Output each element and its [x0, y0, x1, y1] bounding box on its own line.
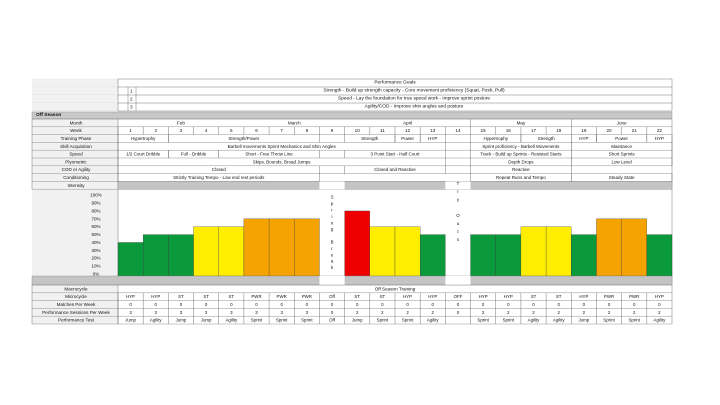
row-label-month: Month	[69, 120, 83, 126]
sessions-cell: 2	[633, 309, 636, 315]
goal-text: Agility/COD - Improve shin angles and posture	[364, 104, 464, 110]
week-number: 7	[280, 128, 283, 134]
phase-cell: HYP	[428, 136, 438, 141]
micro-cell: HYP	[478, 294, 488, 300]
test-cell: Sprint	[401, 317, 414, 323]
intensity-bar-week-10	[345, 211, 370, 276]
matches-cell: 0	[658, 302, 661, 307]
micro-cell: ST	[354, 294, 361, 300]
intensity-bar-week-5	[219, 227, 244, 276]
intensity-scale-label: 40%	[91, 239, 101, 245]
intensity-bar-week-1	[118, 242, 143, 276]
matches-cell: 0	[481, 302, 485, 307]
intensity-bar-week-2	[143, 235, 168, 276]
month-label: May	[516, 120, 526, 126]
sessions-cell: 2	[557, 309, 560, 315]
season-label: Off Season	[36, 113, 62, 118]
week-number: 13	[430, 128, 436, 134]
speed-cell: 3 Point Start - Half Court	[370, 151, 420, 157]
sessions-cell: 3	[280, 309, 283, 315]
matches-cell: 0	[431, 302, 434, 307]
intensity-bar-week-7	[269, 219, 294, 276]
matches-cell: 0	[280, 302, 283, 307]
plyo-cell: Low Level	[611, 159, 632, 165]
month-label: June	[616, 120, 627, 126]
goal-text: Strength - Build up strength capacity - Core movement proficiency (Squat, Push, Pull)	[323, 88, 505, 94]
micro-cell: ST	[555, 294, 562, 300]
week-number: 19	[581, 128, 587, 134]
week-number: 18	[556, 128, 562, 134]
test-cell: Jump	[351, 317, 363, 323]
sessions-cell: 2	[507, 309, 510, 315]
phase-cell: Hypertrophy	[130, 136, 156, 141]
goals-title: Performance Goals	[374, 80, 416, 86]
micro-cell: ST	[379, 294, 386, 300]
intensity-header-gap	[319, 181, 344, 189]
week-number: 22	[656, 128, 662, 134]
micro-cell: PWR	[603, 294, 615, 300]
sessions-cell: 3	[204, 309, 208, 315]
season-banner	[32, 112, 672, 119]
micro-cell: HYP	[403, 294, 413, 300]
test-cell: Jump	[200, 317, 212, 323]
sessions-cell: 2	[658, 309, 661, 315]
test-cell: Agility	[527, 317, 540, 323]
spring-break-letter: a	[330, 258, 334, 264]
row-label-plyo: Plyometric	[65, 159, 87, 165]
intensity-bar-week-8	[294, 219, 319, 276]
sessions-cell: 0	[456, 309, 460, 315]
intensity-header-bar	[118, 181, 672, 189]
week-number: 1	[129, 128, 132, 134]
matches-cell: 0	[230, 302, 233, 307]
row-label-cod: COD or Agility	[61, 167, 91, 173]
micro-cell: OFF	[453, 294, 463, 300]
sessions-cell: 3	[129, 309, 132, 315]
test-cell: Agility	[426, 317, 439, 323]
goal-number: 3	[130, 104, 133, 110]
matches-cell: 0	[330, 302, 334, 307]
micro-cell: PWR	[629, 294, 640, 300]
micro-cell: PWR	[301, 294, 312, 300]
matches-cell: 0	[305, 302, 309, 307]
row-label-test: Performance Test	[58, 317, 94, 323]
row-label-intensity: Intensity	[67, 182, 85, 188]
test-cell: Sprint	[376, 317, 389, 323]
sessions-cell: 3	[255, 309, 258, 315]
tryouts-letter: O	[456, 213, 460, 219]
sessions-cell: 2	[607, 309, 611, 315]
cond-cell: Strictly Training Tempo - Low end rest periods	[173, 175, 265, 180]
sessions-cell: 2	[582, 309, 586, 315]
lower-header-gap	[319, 276, 344, 285]
week-number: 21	[631, 128, 637, 134]
test-cell: Sprint	[628, 317, 640, 323]
sessions-cell: 3	[154, 309, 157, 315]
row-label-sessions: Performance Sessions Per Week	[42, 309, 110, 315]
intensity-bar-week-15	[471, 235, 496, 276]
test-cell: Jump	[175, 317, 187, 323]
week-number: 9	[330, 128, 334, 134]
speed-cell: 1/2 Court Dribble	[126, 151, 161, 157]
sessions-cell: 3	[230, 309, 233, 315]
tryouts-letter: y	[456, 197, 460, 203]
cond-cell: Repeat Runs and Tempo	[496, 175, 546, 180]
test-cell: Off	[329, 317, 335, 323]
test-cell: Agility	[225, 317, 238, 323]
matches-cell: 0	[381, 302, 384, 307]
week-number: 10	[354, 128, 360, 134]
row-label-cond: Conditioning	[63, 175, 89, 180]
sessions-cell: 2	[481, 309, 485, 315]
micro-cell: HYP	[151, 294, 161, 300]
spring-break-letter: B	[330, 239, 334, 245]
matches-cell: 0	[557, 302, 560, 307]
test-cell: Agility	[653, 317, 666, 323]
goal-text: Speed - Lay the foundation for true speed work - Improve sprint posture	[338, 96, 490, 102]
test-cell: Jump	[578, 317, 590, 323]
intensity-bar-week-3	[168, 235, 193, 276]
matches-cell: 0	[204, 302, 208, 307]
speed-cell: Track - Build up Sprints - Resisted Starts	[480, 151, 562, 157]
row-label-macro: Macrocycle	[64, 286, 88, 292]
intensity-bar-week-11	[370, 227, 395, 276]
intensity-bar-week-18	[546, 227, 571, 276]
intensity-bar-week-17	[521, 227, 546, 276]
macrocycle-value: Off Season Training	[374, 286, 416, 292]
matches-cell: 0	[456, 302, 460, 307]
phase-cell: Power	[615, 136, 629, 141]
row-label-phase: Training Phase	[60, 136, 92, 141]
phase-cell: Strength/Power	[228, 136, 260, 141]
week-number: 16	[505, 128, 511, 134]
skill-cell: Maintance	[611, 143, 633, 149]
matches-cell: 0	[633, 302, 636, 307]
intensity-scale-label: 90%	[91, 200, 101, 206]
intensity-bar-week-21	[622, 219, 647, 276]
phase-cell: Strength	[361, 136, 379, 141]
matches-cell: 0	[607, 302, 611, 307]
intensity-scale-label: 80%	[91, 208, 101, 214]
matches-cell: 0	[406, 302, 409, 307]
intensity-bar-week-12	[395, 227, 420, 276]
spring-break-letter: r	[331, 245, 333, 251]
micro-cell: HYP	[654, 294, 664, 300]
micro-cell: ST	[228, 294, 235, 300]
test-cell: Jump	[125, 317, 136, 323]
micro-cell: HYP	[126, 294, 136, 300]
spring-break-letter: n	[330, 220, 334, 226]
plyo-cell: Skips, Bounds, Broad Jumps	[252, 159, 311, 165]
row-label-skill: Skill Acquisition	[60, 143, 92, 149]
micro-cell: HYP	[428, 294, 438, 300]
week-number: 6	[255, 128, 258, 134]
matches-cell: 0	[356, 302, 359, 307]
spring-break-letter: k	[330, 265, 334, 271]
tryouts-letter: T	[456, 181, 460, 187]
matches-cell: 0	[154, 302, 157, 307]
plyo-cell: Depth Drops	[508, 159, 534, 165]
intensity-scale-label: 50%	[91, 232, 101, 238]
week-number: 8	[305, 128, 309, 134]
week-number: 15	[480, 128, 486, 134]
intensity-bar-week-4	[194, 227, 219, 276]
row-label-micro: Microcycle	[65, 294, 87, 300]
test-cell: Sprint	[477, 317, 489, 323]
matches-cell: 0	[532, 302, 535, 307]
cod-cell: Closed and Reactive	[374, 167, 416, 173]
week-number: 3	[179, 128, 183, 134]
week-number: 14	[455, 128, 461, 134]
test-cell: Sprint	[301, 317, 313, 323]
week-number: 12	[405, 128, 411, 134]
spring-break-letter: e	[330, 252, 334, 258]
sessions-cell: 2	[381, 309, 384, 315]
sessions-cell: 3	[179, 309, 183, 315]
intensity-bar-week-19	[571, 235, 596, 276]
spring-break-letter: r	[331, 207, 333, 213]
phase-cell: HYP	[654, 136, 665, 141]
test-cell: Sprint	[275, 317, 288, 323]
intensity-bar-week-6	[244, 219, 269, 276]
tryouts-letter: s	[456, 237, 460, 243]
spring-break-letter: p	[330, 201, 334, 207]
phase-cell: Hypertrophy	[483, 136, 508, 141]
test-cell: Agility	[149, 317, 162, 323]
micro-cell: PWR	[251, 294, 262, 300]
matches-cell: 0	[255, 302, 258, 307]
intensity-bar-week-13	[420, 235, 445, 276]
lower-header-gap	[445, 276, 470, 285]
intensity-scale-label: 30%	[91, 247, 101, 253]
row-label-week: Week	[70, 128, 82, 134]
goal-number: 2	[130, 96, 133, 102]
intensity-bar-week-16	[496, 235, 521, 276]
test-cell: Sprint	[502, 317, 515, 323]
month-label: Feb	[176, 120, 185, 126]
week-number: 17	[530, 128, 537, 134]
week-number: 4	[204, 128, 208, 134]
micro-cell: ST	[530, 294, 537, 300]
goal-number: 1	[130, 88, 133, 94]
week-number: 2	[154, 128, 158, 134]
row-label-matches: Matches Per Week	[56, 302, 96, 307]
phase-cell: HYP	[579, 136, 589, 141]
intensity-scale-label: 70%	[91, 216, 101, 222]
sessions-cell: 3	[305, 309, 309, 315]
tryouts-letter: u	[456, 221, 460, 227]
micro-cell: HYP	[579, 294, 589, 300]
lower-header-bar	[32, 276, 672, 285]
speed-cell: Short Sprints	[608, 151, 635, 157]
sessions-cell: 2	[406, 309, 409, 315]
speed-cell: Short - Free Throw Line	[245, 151, 293, 157]
test-cell: Sprint	[603, 317, 615, 323]
intensity-scale-label: 100%	[90, 192, 102, 198]
speed-cell: Full - Dribble	[180, 151, 207, 157]
intensity-scale-label: 60%	[91, 224, 101, 230]
week-number: 5	[230, 128, 233, 134]
month-label: March	[287, 120, 301, 126]
intensity-scale-label: 10%	[91, 263, 101, 269]
test-cell: Sprint	[250, 317, 263, 323]
phase-cell: Power	[401, 136, 414, 141]
week-number: 11	[380, 128, 385, 134]
intensity-scale-label: 0%	[92, 271, 100, 277]
cod-cell: Reactive	[512, 167, 530, 173]
phase-cell: Strength	[537, 136, 555, 141]
spring-break-letter: g	[330, 226, 334, 232]
cond-cell: Steady State	[608, 175, 635, 180]
spring-break-letter: S	[330, 194, 334, 200]
matches-cell: 0	[129, 302, 132, 307]
tryouts-letter: r	[457, 189, 459, 195]
row-label-speed: Speed	[69, 151, 83, 157]
matches-cell: 0	[179, 302, 183, 307]
skill-cell: Sprint proficiency - Barbell Movements	[482, 143, 560, 149]
sessions-cell: 0	[330, 309, 334, 315]
matches-cell: 0	[507, 302, 510, 307]
micro-cell: PWR	[276, 294, 287, 300]
micro-cell: HYP	[503, 294, 513, 300]
sessions-cell: 2	[356, 309, 359, 315]
skill-cell: Barbell movements Sprint Mechanics and Shin Angles	[227, 143, 336, 149]
week-number: 20	[606, 128, 612, 134]
spring-break-letter: i	[331, 213, 333, 219]
sessions-cell: 2	[431, 309, 434, 315]
intensity-bar-week-20	[596, 219, 621, 276]
cod-cell: Closed	[211, 167, 226, 173]
test-cell: Agility	[552, 317, 565, 323]
micro-cell: ST	[203, 294, 209, 300]
tryouts-letter: t	[457, 229, 459, 235]
month-label: April	[402, 120, 413, 126]
matches-cell: 0	[582, 302, 586, 307]
sessions-cell: 2	[532, 309, 535, 315]
micro-cell: Off	[329, 294, 335, 300]
intensity-bar-week-22	[647, 235, 672, 276]
micro-cell: ST	[178, 294, 184, 300]
intensity-scale-label: 20%	[91, 255, 101, 261]
